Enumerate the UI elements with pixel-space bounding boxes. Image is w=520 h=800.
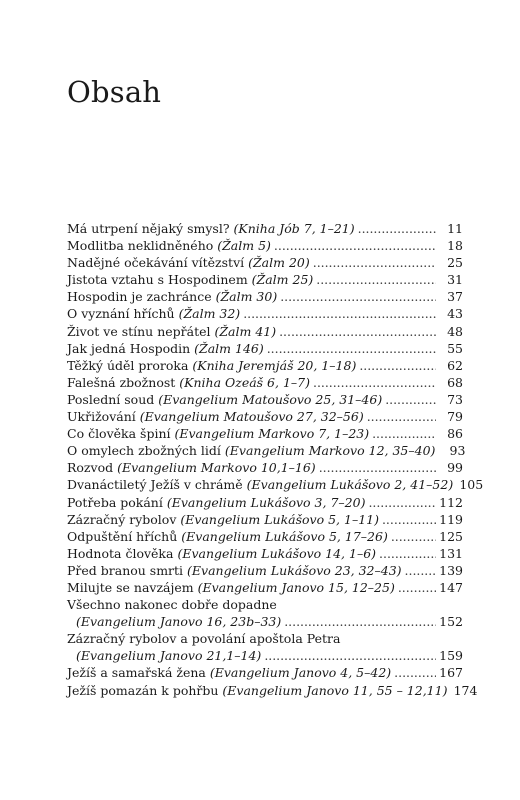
toc-entry-reference: (Evangelium Janovo 11, 55 – 12,11) (222, 682, 448, 698)
toc-entry (67, 374, 463, 391)
toc-entry (67, 613, 463, 630)
toc-entry-page-number: 68 (447, 374, 463, 390)
toc-entry-reference: (Kniha Jeremjáš 20, 1–18) (192, 357, 357, 373)
dot-leader (313, 374, 436, 391)
toc-entry-reference: (Evangelium Markovo 7, 1–23) (174, 426, 370, 442)
dot-leader (405, 562, 436, 579)
toc-entry-title (67, 579, 395, 596)
toc-entry-reference: (Žalm 25) (251, 272, 314, 288)
toc-entry-title (67, 271, 313, 288)
toc-entry (67, 579, 463, 596)
toc-entry-page-number: 159 (439, 648, 463, 664)
toc-entry-page-number: 152 (439, 614, 463, 630)
dot-leader (243, 305, 436, 322)
dot-leader (313, 254, 436, 271)
table-of-contents (67, 220, 484, 699)
toc-entry-page-number: 174 (453, 682, 478, 698)
toc-entry-title (67, 562, 402, 579)
toc-entry-title (67, 237, 271, 254)
toc-entry-page-number: 125 (439, 528, 463, 544)
toc-entry (67, 305, 463, 322)
dot-leader (391, 528, 436, 545)
toc-entry-title (67, 528, 388, 545)
toc-entry-title (67, 374, 310, 391)
toc-entry-page-number: 18 (447, 238, 463, 254)
toc-entry (67, 494, 463, 511)
toc-entry-main: Jak jedná Hospodin (67, 340, 195, 356)
toc-entry-title (67, 664, 391, 681)
dot-leader (264, 647, 436, 664)
toc-entry-main: Rozvod (67, 460, 118, 476)
toc-entry-title (67, 357, 356, 374)
toc-entry-reference: (Evangelium Matoušovo 25, 31–46) (158, 391, 383, 407)
toc-entry-page-number: 73 (447, 391, 463, 407)
toc-entry (67, 562, 463, 579)
dot-leader (284, 613, 436, 630)
toc-entry-page-number: 55 (447, 340, 463, 356)
toc-entry-title (67, 682, 447, 699)
toc-entry-main: Má utrpení nějaký smysl? (67, 221, 234, 236)
toc-entry-reference: (Evangelium Matoušovo 27, 32–56) (139, 409, 364, 425)
toc-entry (67, 664, 463, 681)
toc-entry (67, 340, 463, 357)
dot-leader (367, 408, 436, 425)
toc-entry-main: Život ve stínu nepřátel (67, 323, 215, 339)
toc-entry-main: Co člověka špiní (67, 426, 175, 442)
toc-entry-title (67, 408, 364, 425)
toc-entry-page-number: 79 (447, 409, 463, 425)
toc-entry (67, 220, 463, 237)
toc-entry-main: Zázračný rybolov (67, 511, 181, 527)
toc-entry (67, 476, 484, 493)
toc-entry-title (67, 254, 310, 271)
toc-entry-title (67, 511, 379, 528)
toc-entry-reference: (Žalm 41) (214, 323, 277, 339)
toc-entry-main: Hospodin je zachránce (67, 289, 216, 305)
toc-entry (67, 459, 463, 476)
toc-entry-reference: (Evangelium Janovo 16, 23b–33) (76, 614, 282, 630)
page-title: Obsah (67, 75, 162, 109)
toc-entry-title (67, 545, 376, 562)
toc-entry-main: Potřeba pokání (67, 494, 167, 510)
toc-entry-page-number: 86 (447, 426, 463, 442)
toc-entry-title (67, 288, 277, 305)
toc-entry (67, 391, 463, 408)
dot-leader (385, 391, 436, 408)
dot-leader (372, 425, 436, 442)
toc-entry-title (67, 442, 435, 459)
toc-entry-reference: (Žalm 30) (215, 289, 278, 305)
toc-entry (67, 271, 463, 288)
toc-entry-page-number: 105 (459, 477, 484, 493)
toc-entry-main: Ukřižování (67, 409, 140, 425)
toc-entry-title (67, 323, 276, 340)
toc-entry-reference: (Žalm 32) (178, 306, 241, 322)
toc-entry-main: O omylech zbožných lidí (67, 443, 225, 459)
dot-leader (358, 220, 436, 237)
toc-entry-main: O vyznání hříchů (67, 306, 179, 322)
toc-entry-main: Modlitba neklidněného (67, 238, 218, 254)
toc-entry-title (67, 425, 369, 442)
toc-entry-main: Jistota vztahu s Hospodinem (67, 272, 252, 288)
toc-entry-main: Poslední soud (67, 391, 159, 407)
toc-entry-reference: (Evangelium Lukášovo 5, 1–11) (180, 511, 379, 527)
dot-leader (368, 494, 436, 511)
toc-entry-main: Těžký úděl proroka (67, 357, 193, 373)
toc-entry-reference: (Evangelium Lukášovo 3, 7–20) (166, 494, 366, 510)
toc-entry-reference: (Evangelium Markovo 12, 35–40) (224, 443, 436, 459)
toc-entry-page-number: 167 (439, 665, 463, 681)
toc-entry-reference: (Evangelium Janovo 4, 5–42) (209, 665, 392, 681)
dot-leader (398, 579, 436, 596)
dot-leader (379, 545, 436, 562)
toc-entry-reference: (Žalm 20) (248, 255, 310, 271)
toc-entry-title (67, 494, 365, 511)
toc-entry-heading: Zázračný rybolov a povolání apoštola Petra (67, 631, 341, 647)
toc-entry-reference: (Žalm 146) (194, 340, 264, 356)
dot-leader (382, 511, 436, 528)
toc-entry (67, 647, 463, 664)
toc-entry (67, 682, 478, 699)
dot-leader (280, 288, 436, 305)
toc-entry (67, 442, 466, 459)
toc-entry-reference: (Evangelium Lukášovo 2, 41–52) (246, 477, 454, 493)
toc-entry-reference: (Evangelium Janovo 15, 12–25) (197, 579, 395, 595)
toc-entry-main: Před branou smrti (67, 562, 188, 578)
toc-entry-title (67, 391, 382, 408)
toc-entry (67, 357, 463, 374)
dot-leader (274, 237, 436, 254)
dot-leader (267, 340, 436, 357)
toc-entry-page-number: 11 (447, 221, 463, 236)
toc-entry (67, 528, 463, 545)
toc-entry-main: Milujte se navzájem (67, 579, 198, 595)
toc-entry-heading: Všechno nakonec dobře dopadne (67, 597, 277, 613)
toc-entry-page-number: 93 (449, 443, 466, 459)
toc-entry-main: Hodnota člověka (67, 545, 178, 561)
toc-entry-main: Ježíš a samařská žena (67, 665, 210, 681)
toc-entry-page-number: 99 (447, 460, 463, 476)
dot-leader (359, 357, 436, 374)
toc-entry-title (67, 305, 240, 322)
toc-entry-page-number: 48 (447, 323, 463, 339)
toc-entry-page-number: 62 (447, 357, 463, 373)
dot-leader (279, 323, 436, 340)
toc-entry (67, 237, 463, 254)
dot-leader (319, 459, 436, 476)
toc-entry-reference: (Evangelium Janovo 21,1–14) (76, 648, 262, 664)
toc-entry-page-number: 131 (439, 545, 463, 561)
toc-entry-main: Odpuštění hříchů (67, 528, 182, 544)
toc-entry-title (67, 220, 355, 237)
dot-leader (394, 664, 436, 681)
toc-entry-main: Nadějné očekávání vítězství (67, 255, 249, 271)
toc-entry-title (67, 340, 264, 357)
toc-entry-title (67, 647, 261, 664)
toc-entry-reference: (Evangelium Lukášovo 23, 32–43) (187, 562, 402, 578)
toc-entry-reference: (Kniha Jób 7, 1–21) (233, 221, 355, 236)
toc-entry-page-number: 37 (447, 289, 463, 305)
toc-entry-page-number: 25 (447, 255, 463, 271)
toc-entry-page-number: 119 (439, 511, 463, 527)
toc-entry (67, 254, 463, 271)
toc-entry (67, 425, 463, 442)
toc-entry-title (67, 476, 453, 493)
toc-entry-page-number: 31 (447, 272, 463, 288)
toc-entry-reference: (Kniha Ozeáš 6, 1–7) (179, 374, 310, 390)
toc-entry-page-number: 147 (439, 579, 463, 595)
toc-entry-reference: (Evangelium Markovo 10,1–16) (117, 460, 316, 476)
toc-entry (67, 408, 463, 425)
toc-entry-page-number: 43 (447, 306, 463, 322)
toc-entry (67, 545, 463, 562)
toc-entry-reference: (Evangelium Lukášovo 14, 1–6) (177, 545, 377, 561)
toc-entry-title (67, 459, 316, 476)
toc-entry (67, 288, 463, 305)
toc-entry-main: Ježíš pomazán k pohřbu (67, 682, 223, 698)
toc-entry-page-number: 112 (439, 494, 463, 510)
toc-entry-main: Dvanáctiletý Ježíš v chrámě (67, 477, 247, 493)
toc-entry-main: Falešná zbožnost (67, 374, 180, 390)
toc-entry-reference: (Evangelium Lukášovo 5, 17–26) (181, 528, 388, 544)
toc-entry (67, 323, 463, 340)
toc-entry (67, 511, 463, 528)
toc-entry-reference: (Žalm 5) (217, 238, 271, 254)
toc-entry-page-number: 139 (439, 562, 463, 578)
dot-leader (316, 271, 436, 288)
toc-entry-title (67, 613, 281, 630)
